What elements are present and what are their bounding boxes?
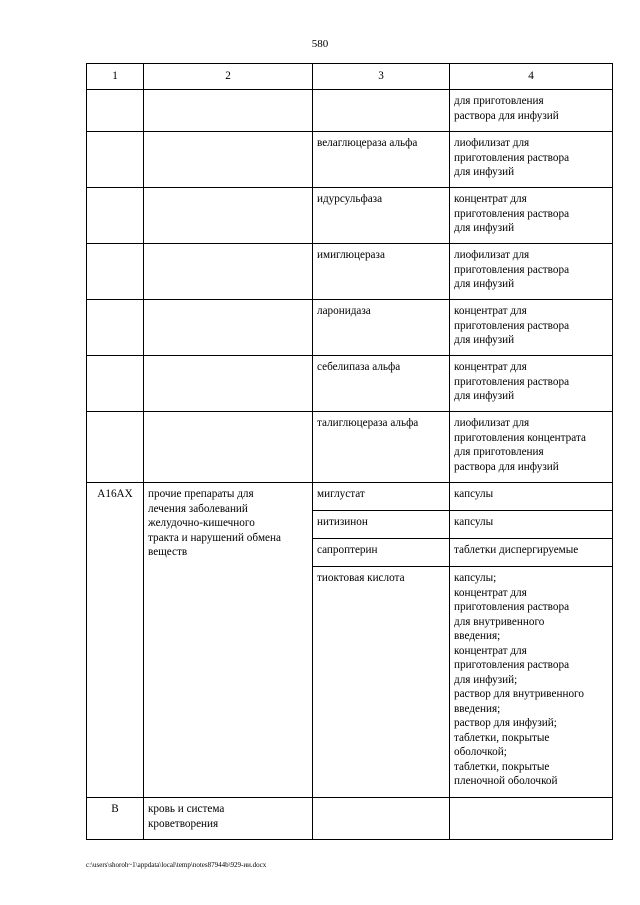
- table-header-row: [87, 64, 613, 90]
- table-row: [87, 483, 613, 511]
- group-cell: [144, 244, 313, 300]
- header-col-2: 2: [144, 64, 313, 90]
- group-cell: прочие препараты для лечения заболеваний желудочно-кишечного тракта и нарушений обмена веществ: [144, 483, 313, 798]
- form-cell: [450, 798, 613, 840]
- drug-cell: нитизинон: [313, 511, 450, 539]
- form-cell: капсулы: [450, 483, 613, 511]
- table-row: [87, 798, 613, 840]
- drug-cell: талиглюцераза альфа: [313, 412, 450, 483]
- table-row: [87, 244, 613, 300]
- drug-cell: велаглюцераза альфа: [313, 132, 450, 188]
- code-cell: [87, 300, 144, 356]
- table-row: [87, 90, 613, 132]
- form-cell: концентрат для приготовления раствора для инфузий: [450, 356, 613, 412]
- drug-cell: имиглюцераза: [313, 244, 450, 300]
- code-cell: [87, 90, 144, 132]
- footer-file-path: c:\users\shoroh~1\appdata\local\temp\notes87944b\929-ии.docx: [86, 861, 267, 869]
- table-row: [87, 132, 613, 188]
- group-cell: [144, 412, 313, 483]
- form-cell: капсулы: [450, 511, 613, 539]
- code-cell: [87, 188, 144, 244]
- drug-cell: идурсульфаза: [313, 188, 450, 244]
- table-row: [87, 356, 613, 412]
- drug-cell: себелипаза альфа: [313, 356, 450, 412]
- code-cell: [87, 132, 144, 188]
- group-cell: [144, 90, 313, 132]
- page-number: 580: [311, 38, 329, 50]
- group-cell: [144, 300, 313, 356]
- form-cell: концентрат для приготовления раствора для инфузий: [450, 300, 613, 356]
- form-cell: лиофилизат для приготовления концентрата для приготовления раствора для инфузий: [450, 412, 613, 483]
- drug-cell: ларонидаза: [313, 300, 450, 356]
- form-cell: концентрат для приготовления раствора для инфузий: [450, 188, 613, 244]
- code-cell: [87, 412, 144, 483]
- form-cell: капсулы; концентрат для приготовления раствора для внутривенного введения; концентрат для приготовления раствора для инфузий; раствор для внутривенного введения; раствор для инфузий; таблетки, покрытые оболочкой; таблетки, покрытые пленочной оболочкой: [450, 567, 613, 798]
- drug-cell: [313, 90, 450, 132]
- drug-table: [86, 63, 613, 840]
- table-row: [87, 412, 613, 483]
- form-cell: лиофилизат для приготовления раствора для инфузий: [450, 132, 613, 188]
- header-col-4: 4: [450, 64, 613, 90]
- group-cell: [144, 132, 313, 188]
- group-cell: кровь и система кроветворения: [144, 798, 313, 840]
- code-cell: A16AX: [87, 483, 144, 798]
- form-cell: лиофилизат для приготовления раствора для инфузий: [450, 244, 613, 300]
- drug-cell: миглустат: [313, 483, 450, 511]
- drug-cell: [313, 798, 450, 840]
- code-cell: [87, 356, 144, 412]
- drug-cell: сапроптерин: [313, 539, 450, 567]
- form-cell: для приготовления раствора для инфузий: [450, 90, 613, 132]
- table-row: [87, 300, 613, 356]
- group-cell: [144, 188, 313, 244]
- drug-cell: тиоктовая кислота: [313, 567, 450, 798]
- code-cell: B: [87, 798, 144, 840]
- code-cell: [87, 244, 144, 300]
- group-cell: [144, 356, 313, 412]
- form-cell: таблетки диспергируемые: [450, 539, 613, 567]
- header-col-3: 3: [313, 64, 450, 90]
- table-row: [87, 188, 613, 244]
- header-col-1: 1: [87, 64, 144, 90]
